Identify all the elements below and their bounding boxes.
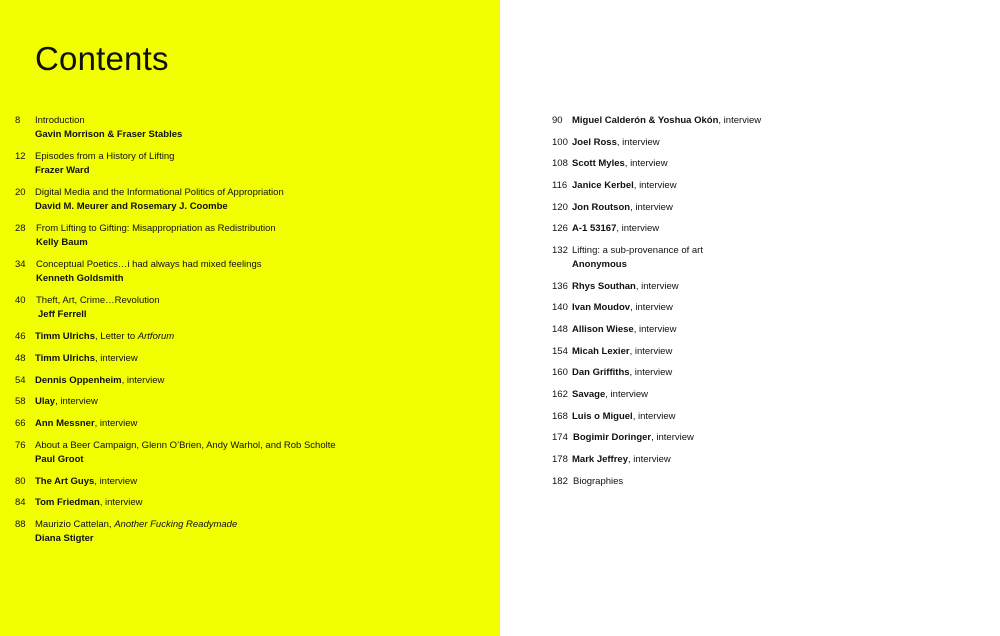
page-number: 90 bbox=[552, 115, 563, 126]
left-page: Contents 8 Introduction Gavin Morrison & Fraser Stables 12 Episodes from a History of Lifting Frazer Ward 20 Digital Media and the Informational Politics of Appropriation David M. Meurer and Rosemary J. Coombe 28 From Lifting to Gifting: Misappropriation as Redistribution Kelly Baum 34 Conceptual Poetics…i had always had mixed feelings Kenneth Goldsmith 40 Theft, Art, Crime…Revolution Jeff Ferrell 46 Timm Ulrichs, Letter to Artforum 48 Timm Ulrichs, interview 54 Dennis Oppenheim, interview 58 Ulay, interview 66 Ann Messner, interview 76 About a Beer Campaign, Glenn O’Brien, Andy Warhol, and Rob Scholte Paul Groot 80 The Art Guys, interview 84 Tom Friedman, interview 88 Maurizio Cattelan, Another Fucking Readymade Diana Stigter bbox=[0, 0, 500, 636]
page-number: 8 bbox=[15, 115, 21, 126]
entry-author: Allison Wiese bbox=[572, 324, 634, 335]
right-page: 90 Miguel Calderón & Yoshua Okón, interview 100 Joel Ross, interview 108 Scott Myles, interview 116 Janice Kerbel, interview 120 Jon Routson, interview 126 A-1 53167, interview 132 Lifting: a sub-provenance of art Anonymous 136 Rhys Southan, interview 140 Ivan Moudov, interview 148 Allison Wiese, interview 154 Micah Lexier, interview 160 Dan Griffiths, interview 162 Savage, interview 168 Luis o Miguel, interview 174 Bogimir Doringer, interview 178 Mark Jeffrey, interview 182 Biographies bbox=[500, 0, 1000, 636]
page-number: 84 bbox=[15, 497, 26, 508]
entry-author: Diana Stigter bbox=[35, 533, 94, 544]
entry-author: Frazer Ward bbox=[35, 165, 90, 176]
page-number: 116 bbox=[552, 180, 568, 191]
entry-author: Dennis Oppenheim bbox=[35, 375, 122, 386]
page-number: 54 bbox=[15, 375, 26, 386]
entry-title: Conceptual Poetics…i had always had mixed feelings bbox=[36, 259, 262, 270]
entry-author: Ann Messner bbox=[35, 418, 95, 429]
entry-italic-title: Artforum bbox=[137, 331, 175, 342]
entry-author: Janice Kerbel bbox=[572, 180, 634, 191]
page-number: 120 bbox=[552, 202, 568, 213]
page-number: 148 bbox=[552, 324, 568, 335]
entry-author: Gavin Morrison & Fraser Stables bbox=[35, 129, 183, 140]
page-number: 168 bbox=[552, 411, 568, 422]
entry-author: Rhys Southan bbox=[572, 281, 636, 292]
entry-author: Timm Ulrichs bbox=[35, 353, 96, 364]
page-number: 28 bbox=[15, 223, 26, 234]
page-number: 178 bbox=[552, 454, 568, 465]
entry-author: Jon Routson bbox=[572, 202, 631, 213]
entry-author: Jeff Ferrell bbox=[38, 309, 87, 320]
entry-author: Savage bbox=[572, 389, 606, 400]
entry-author: Ulay bbox=[35, 396, 56, 407]
page-number: 174 bbox=[552, 432, 568, 443]
entry-author: Scott Myles bbox=[572, 158, 625, 169]
entry-title: About a Beer Campaign, Glenn O’Brien, Andy Warhol, and Rob Scholte bbox=[35, 440, 336, 451]
page-number: 132 bbox=[552, 245, 568, 256]
entry-author: The Art Guys bbox=[35, 476, 95, 487]
page-number: 154 bbox=[552, 346, 568, 357]
entry-author: Miguel Calderón & Yoshua Okón bbox=[572, 115, 719, 126]
page-number: 76 bbox=[15, 440, 26, 451]
entry-author: Micah Lexier bbox=[572, 346, 630, 357]
page-number: 160 bbox=[552, 367, 568, 378]
entry-author: Bogimir Doringer bbox=[573, 432, 652, 443]
entry-author: A-1 53167 bbox=[572, 223, 617, 234]
page-number: 136 bbox=[552, 281, 568, 292]
page-number: 88 bbox=[15, 519, 26, 530]
page-number: 80 bbox=[15, 476, 26, 487]
entry-author: Kenneth Goldsmith bbox=[36, 273, 124, 284]
page-number: 40 bbox=[15, 295, 26, 306]
page-number: 140 bbox=[552, 302, 568, 313]
entry-title: Introduction bbox=[35, 115, 85, 126]
entry-author: Anonymous bbox=[572, 259, 627, 270]
page-number: 48 bbox=[15, 353, 26, 364]
entry-author: Timm Ulrichs bbox=[35, 331, 96, 342]
page-number: 126 bbox=[552, 223, 568, 234]
entry-author: Kelly Baum bbox=[36, 237, 88, 248]
entry-title: Biographies bbox=[573, 476, 624, 487]
entry-title: Lifting: a sub-provenance of art bbox=[572, 245, 703, 256]
page-number: 12 bbox=[15, 151, 26, 162]
page-number: 46 bbox=[15, 331, 26, 342]
entry-title: Episodes from a History of Lifting bbox=[35, 151, 175, 162]
entry-author: David M. Meurer and Rosemary J. Coombe bbox=[35, 201, 228, 212]
entry-title: Theft, Art, Crime…Revolution bbox=[36, 295, 160, 306]
entry-author: Luis o Miguel bbox=[572, 411, 633, 422]
page-number: 20 bbox=[15, 187, 26, 198]
page-number: 66 bbox=[15, 418, 26, 429]
page-number: 182 bbox=[552, 476, 568, 487]
page-number: 108 bbox=[552, 158, 568, 169]
page-title: Contents bbox=[35, 40, 169, 77]
entry-author: Dan Griffiths bbox=[572, 367, 630, 378]
entry-title: Digital Media and the Informational Politics of Appropriation bbox=[35, 187, 284, 198]
page-number: 58 bbox=[15, 396, 26, 407]
entry-author: Tom Friedman bbox=[35, 497, 100, 508]
page-number: 100 bbox=[552, 137, 568, 148]
page-number: 34 bbox=[15, 259, 26, 270]
entry-author: Ivan Moudov bbox=[572, 302, 631, 313]
entry-author: Joel Ross bbox=[572, 137, 617, 148]
entry-author: Mark Jeffrey bbox=[572, 454, 628, 465]
entry-title: Maurizio Cattelan, Another Fucking Readymade bbox=[35, 519, 238, 530]
entry-author: Paul Groot bbox=[35, 454, 84, 465]
entry-title: From Lifting to Gifting: Misappropriation as Redistribution bbox=[36, 223, 276, 234]
page-number: 162 bbox=[552, 389, 568, 400]
